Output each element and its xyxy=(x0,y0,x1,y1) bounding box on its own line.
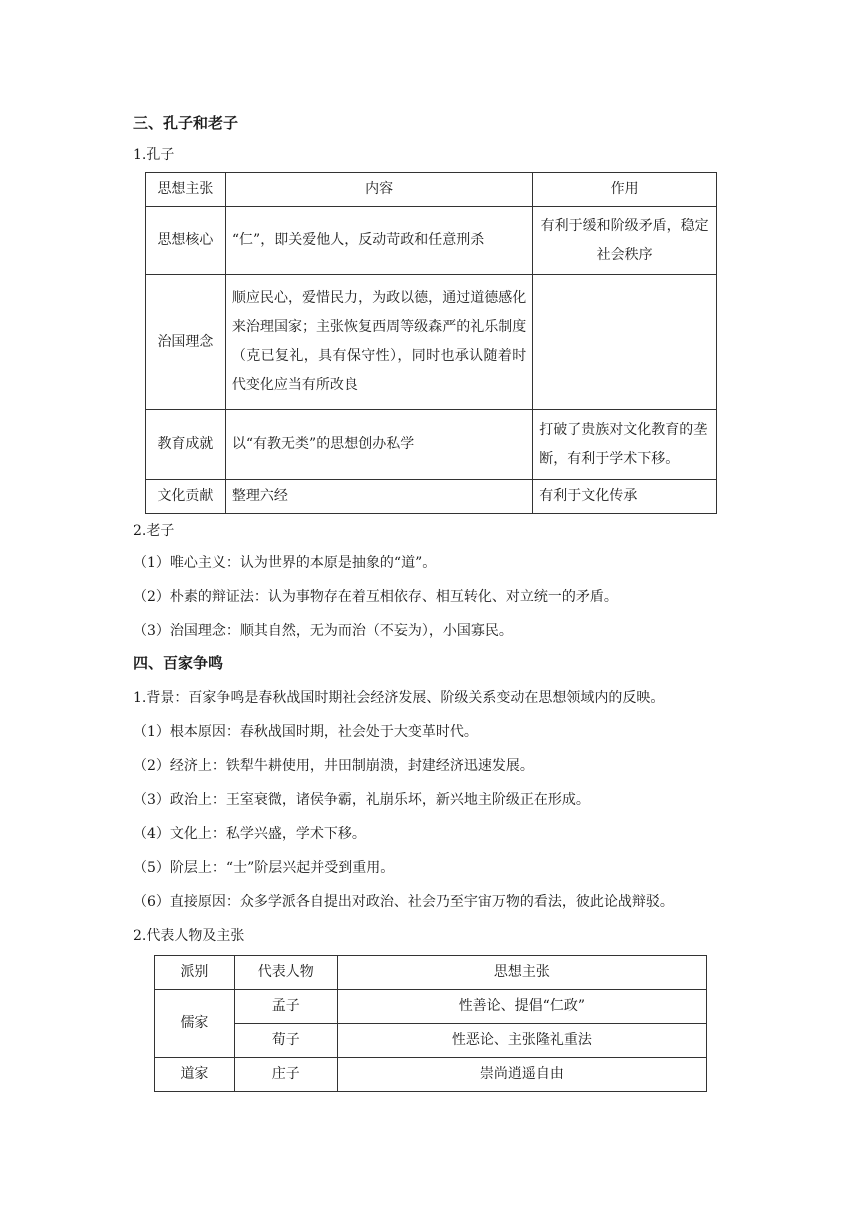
topic-cell: 教育成就 xyxy=(146,410,226,480)
person-cell: 荀子 xyxy=(234,1024,337,1058)
effect-cell: 有利于文化传承 xyxy=(533,480,717,514)
content-cell: 顺应民心，爱惜民力，为政以德，通过道德感化来治理国家；主张恢复西周等级森严的礼乐制度（克已复礼，具有保守性），同时也承认随着时代变化应当有所改良 xyxy=(225,275,532,410)
list-item: （1）唯心主义：认为世界的本原是抽象的“道”。 xyxy=(133,555,437,571)
effect-cell: 打破了贵族对文化教育的垄断，有利于学术下移。 xyxy=(533,410,717,480)
school-cell: 儒家 xyxy=(155,990,235,1058)
idea-cell: 性善论、提倡“仁政” xyxy=(337,990,706,1024)
confucius-title: 1.孔子 xyxy=(133,147,175,163)
table-row xyxy=(146,207,717,275)
person-cell: 庄子 xyxy=(234,1058,337,1092)
table-header-cell: 内容 xyxy=(225,173,532,207)
table-header-cell: 思想主张 xyxy=(337,956,706,990)
effect-cell: 有利于缓和阶级矛盾，稳定社会秩序 xyxy=(533,207,717,275)
table-row xyxy=(146,275,717,410)
list-item: （2）朴素的辩证法：认为事物存在着互相依存、相互转化、对立统一的矛盾。 xyxy=(133,589,618,605)
table-header-row xyxy=(155,956,707,990)
list-item: （6）直接原因：众多学派各自提出对政治、社会乃至宇宙万物的看法，彼此论战辩驳。 xyxy=(133,894,674,910)
background-title: 1.背景：百家争鸣是春秋战国时期社会经济发展、阶级关系变动在思想领域内的反映。 xyxy=(133,690,665,706)
figures-table xyxy=(154,955,707,1092)
school-cell: 道家 xyxy=(155,1058,235,1092)
topic-cell: 文化贡献 xyxy=(146,480,226,514)
person-cell: 孟子 xyxy=(234,990,337,1024)
content-cell: 以“有教无类”的思想创办私学 xyxy=(225,410,532,480)
list-item: （2）经济上：铁犁牛耕使用，井田制崩溃，封建经济迅速发展。 xyxy=(133,758,534,774)
laozi-title: 2.老子 xyxy=(133,523,175,539)
idea-cell: 性恶论、主张隆礼重法 xyxy=(337,1024,706,1058)
list-item: （3）政治上：王室衰微，诸侯争霸，礼崩乐坏，新兴地主阶级正在形成。 xyxy=(133,792,590,808)
table-row xyxy=(146,410,717,480)
figures-title: 2.代表人物及主张 xyxy=(133,928,245,944)
list-item: （1）根本原因：春秋战国时期，社会处于大变革时代。 xyxy=(133,724,478,740)
table-row xyxy=(155,1058,707,1092)
table-row xyxy=(146,480,717,514)
table-row xyxy=(155,1024,707,1058)
table-header-cell: 作用 xyxy=(533,173,717,207)
table-header-row xyxy=(146,173,717,207)
topic-cell: 思想核心 xyxy=(146,207,226,275)
content-cell: 整理六经 xyxy=(225,480,532,514)
idea-cell: 崇尚逍遥自由 xyxy=(337,1058,706,1092)
section3-heading: 三、孔子和老子 xyxy=(133,114,239,132)
content-cell: “仁”，即关爱他人，反动苛政和任意刑杀 xyxy=(225,207,532,275)
list-item: （5）阶层上：“士”阶层兴起并受到重用。 xyxy=(133,860,395,876)
topic-cell: 治国理念 xyxy=(146,275,226,410)
effect-cell xyxy=(533,275,717,410)
list-item: （4）文化上：私学兴盛，学术下移。 xyxy=(133,826,366,842)
table-row xyxy=(155,990,707,1024)
list-item: （3）治国理念：顺其自然，无为而治（不妄为），小国寡民。 xyxy=(133,623,513,639)
confucius-table xyxy=(145,172,717,514)
table-header-cell: 代表人物 xyxy=(234,956,337,990)
table-header-cell: 思想主张 xyxy=(146,173,226,207)
table-header-cell: 派别 xyxy=(155,956,235,990)
section4-heading: 四、百家争鸣 xyxy=(133,654,224,672)
